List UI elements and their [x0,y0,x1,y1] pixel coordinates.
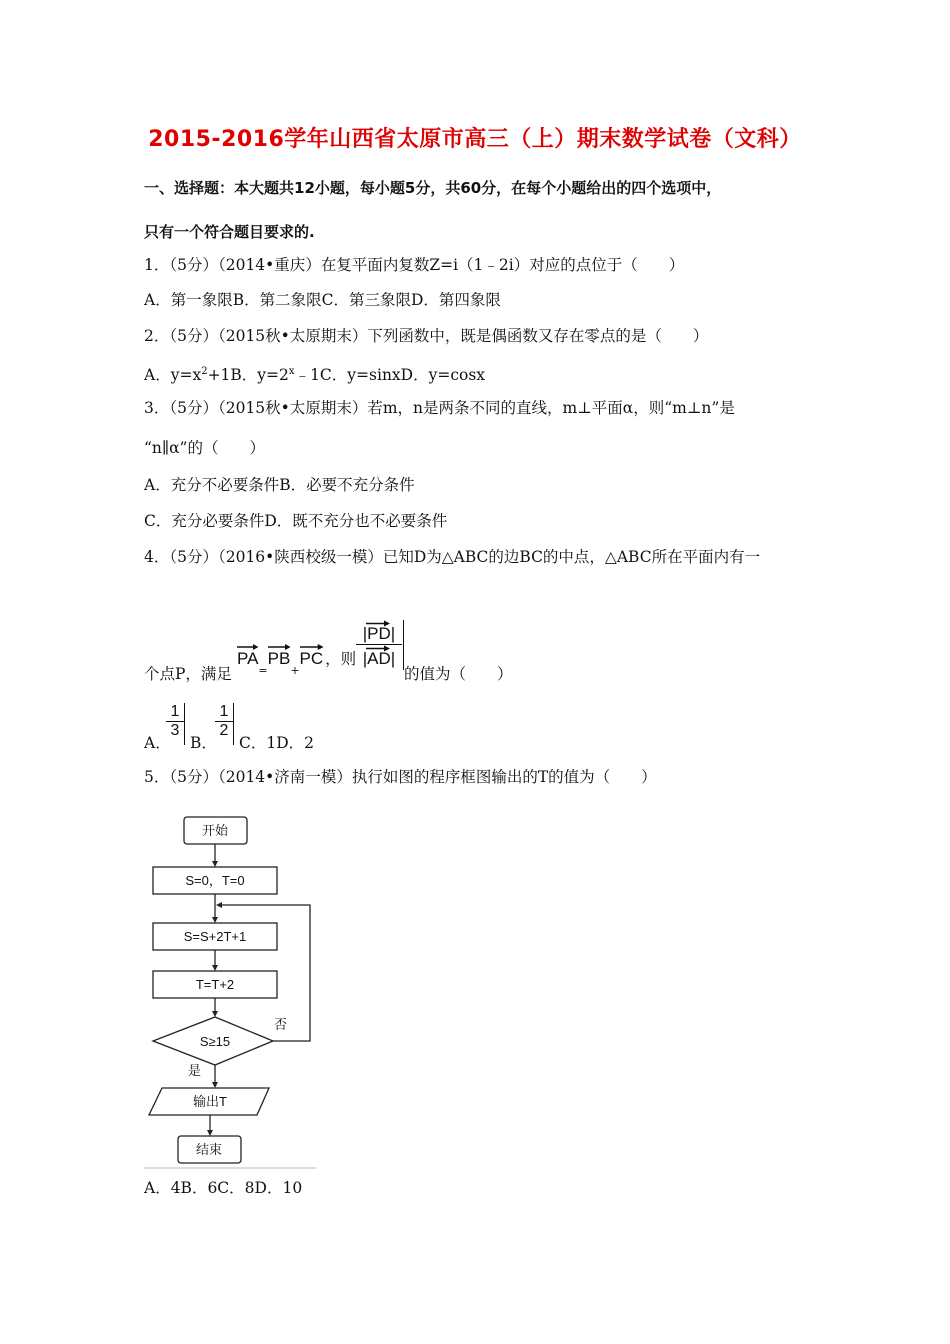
question-3-options-cd: C．充分必要条件D．既不充分也不必要条件 [144,512,448,530]
flow-end-label: 结束 [195,1142,223,1157]
question-5-stem: 5．（5分）（2014•济南一模）执行如图的程序框图输出的T的值为（ ） [144,768,657,786]
question-2-options [144,362,485,385]
vector-pb-label: PB [267,649,291,668]
fraction-denominator [356,645,402,669]
question-4-stem: 4．（5分）（2016•陕西校级一模）已知D为△ABC的边BC的中点，△ABC所在平面内有一 [144,548,761,566]
q4-ratio-fraction [356,620,402,669]
q4-option-b-label: B． [190,734,217,752]
flow-step2-label: T=T+2 [195,977,235,992]
vector-arrow-icon [366,645,390,652]
vector-pa [237,643,258,669]
question-3-stem-continued: “n∥α”的（ ） [144,439,265,457]
q4-options-rest: C．1D．2 [239,734,315,752]
q2-option-a-exponent: 2 [201,366,208,377]
then-text: ，则 [325,650,357,668]
question-3-stem: 3．（5分）（2015秋•太原期末）若m，n是两条不同的直线，m⊥平面α，则“m⊥n”是 [144,399,735,417]
exam-title: 2015-2016学年山西省太原市高三（上）期末数学试卷（文科） [148,127,802,152]
program-flowchart [144,810,324,1170]
q4-vector-equation [237,643,356,681]
vector-arrow-icon [268,643,291,651]
q4-option-b-fraction [215,703,233,740]
q2-option-b-exponent: x [288,366,295,377]
fraction-right-rule [184,703,185,745]
fraction-denominator-text: 2 [219,722,229,739]
fraction-denominator-text: 3 [170,722,180,739]
flow-output-label: 输出T [193,1094,227,1109]
arrow-head-icon [212,965,218,971]
flow-step1-label: S=S+2T+1 [183,929,247,944]
q2-option-a-text: A．y=x [144,366,202,384]
section-instructions-line2: 只有一个符合题目要求的. [144,223,315,241]
arrow-head-icon [207,1130,213,1136]
q2-option-b-text: +1B．y=2 [207,366,289,384]
fraction-denominator-text: |AD| [362,649,396,668]
question-2-stem: 2．（5分）（2015秋•太原期末）下列函数中，既是偶函数又存在零点的是（ ） [144,327,709,345]
q2-options-rest: ﹣1C．y=sinxD．y=cosx [294,366,486,384]
fraction-numerator-text: |PD| [362,624,396,643]
plus-sign: + [290,664,300,677]
question-4-condition-tail: 的值为（ ） [404,665,513,683]
arrow-head-icon [212,917,218,923]
arrow-head-icon [212,1082,218,1088]
question-1-stem: 1．（5分）（2014•重庆）在复平面内复数Z=i（1﹣2i）对应的点位于（ ） [144,256,685,274]
equals-sign: = [258,664,268,677]
section-instructions-line1: 一、选择题：本大题共12小题，每小题5分，共60分，在每个小题给出的四个选项中， [144,179,722,197]
fraction-numerator [356,620,402,644]
q4-option-a-label: A． [144,734,171,752]
flow-loop-back-line [218,905,310,1041]
flow-init-label: S=0，T=0 [185,873,245,888]
arrow-head-icon [216,902,222,908]
arrow-head-icon [212,861,218,867]
question-3-options-ab: A．充分不必要条件B．必要不充分条件 [144,476,415,494]
question-1-options: A．第一象限B．第二象限C．第三象限D．第四象限 [144,291,501,309]
flow-yes-label: 是 [188,1063,202,1078]
q4-option-a-fraction [166,703,184,740]
flow-no-label: 否 [274,1017,288,1032]
arrow-head-icon [212,1011,218,1017]
fraction-numerator-text: 1 [219,703,229,720]
vector-arrow-icon [237,643,258,651]
vector-pc-label: PC [299,649,324,668]
vector-arrow-icon [300,643,324,651]
fraction-right-rule [233,703,234,745]
vector-pc [300,643,324,669]
flow-decision-label: S≥15 [199,1034,231,1049]
vector-arrow-icon [366,620,390,627]
flow-start-label: 开始 [201,823,229,838]
question-5-options: A．4B．6C．8D．10 [144,1179,303,1197]
vector-pb [268,643,291,669]
question-4-condition-prefix: 个点P，满足 [144,665,232,683]
fraction-right-rule [403,620,404,670]
fraction-numerator-text: 1 [170,703,180,720]
vector-pa-label: PA [237,649,259,668]
